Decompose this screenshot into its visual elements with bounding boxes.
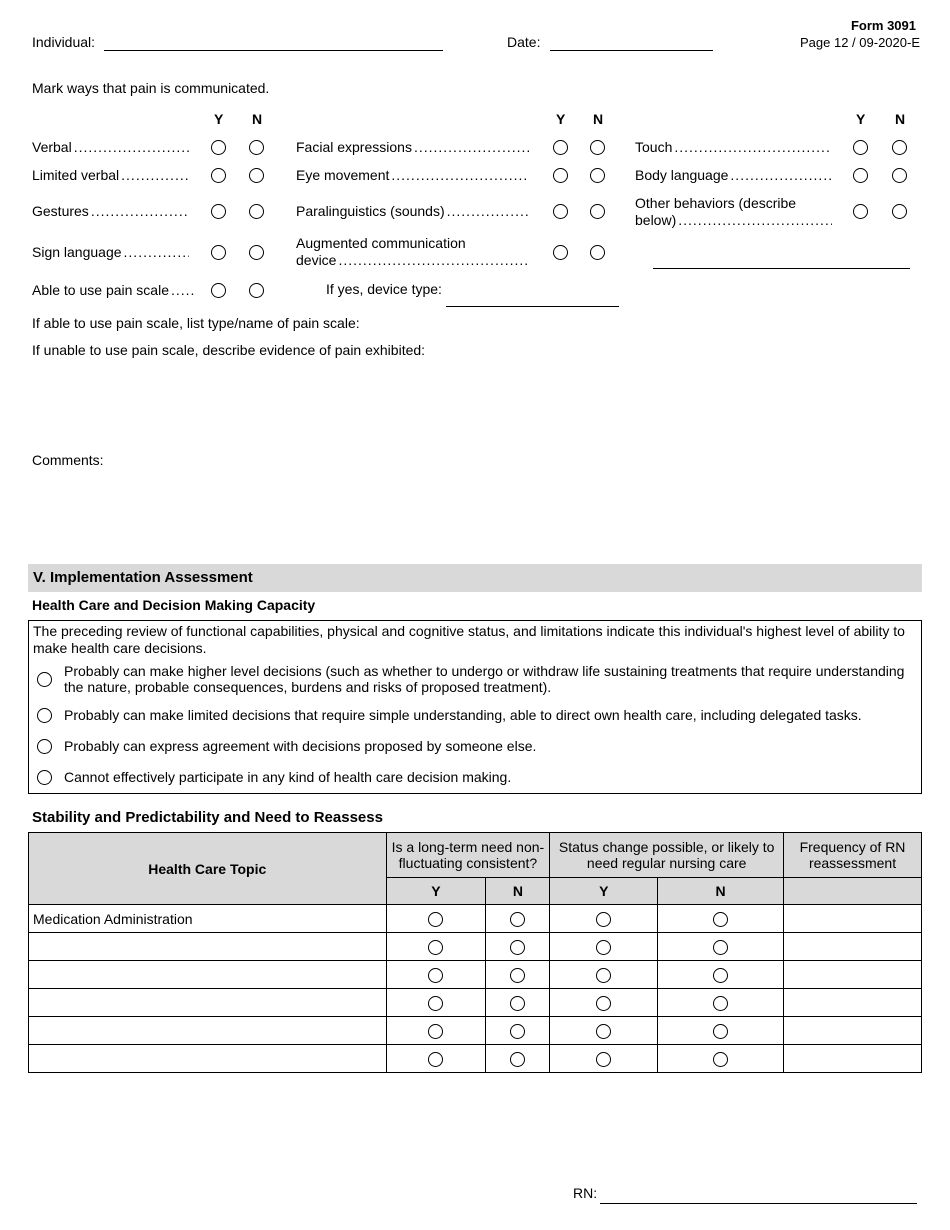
other-no-radio[interactable] — [892, 204, 907, 219]
pain-instruction: Mark ways that pain is communicated. — [32, 80, 270, 96]
table-row — [29, 1017, 922, 1045]
rn-signature-field[interactable] — [600, 1203, 917, 1204]
stability-table — [28, 832, 922, 1073]
touch-yes-radio[interactable] — [853, 140, 868, 155]
frequency-cell[interactable] — [784, 961, 922, 989]
verbal-yes-radio[interactable] — [211, 140, 226, 155]
stability-title: Stability and Predictability and Need to Reassess — [32, 809, 383, 826]
col2-no-header: N — [593, 111, 604, 127]
frequency-cell[interactable] — [784, 1017, 922, 1045]
topic-cell[interactable] — [29, 961, 387, 989]
facial-no-radio[interactable] — [590, 140, 605, 155]
capacity-option-1: Probably can make higher level decisions (such as whether to undergo or withdraw life sustaining treatments that require understanding the nature, probable consequences, burdens and risks of proposed treatment). — [64, 663, 905, 695]
gestures-yes-radio[interactable] — [211, 204, 226, 219]
sign-language-no-radio[interactable] — [249, 245, 264, 260]
frequency-cell[interactable] — [784, 1045, 922, 1073]
col-frequency-sub — [784, 878, 922, 905]
col-status-n: N — [658, 878, 784, 905]
status-no-radio[interactable] — [713, 912, 728, 927]
long-term-yes-radio[interactable] — [428, 996, 443, 1011]
capacity-title: Health Care and Decision Making Capacity — [32, 597, 316, 613]
gestures-no-radio[interactable] — [249, 204, 264, 219]
capacity-option-3-radio[interactable] — [37, 739, 52, 754]
long-term-yes-radio[interactable] — [428, 940, 443, 955]
label-body-language: Body language ..... — [635, 167, 832, 183]
pain-scale-prompt: If able to use pain scale, list type/name of pain scale: — [32, 315, 360, 331]
label-touch: Touch ..... — [635, 139, 832, 155]
label-other-line1: Other behaviors (describe — [635, 195, 797, 211]
augmented-yes-radio[interactable] — [553, 245, 568, 260]
col1-yes-header: Y — [214, 111, 224, 127]
label-eye-movement: Eye movement ..... — [296, 167, 529, 183]
label-augmented-line1: Augmented communication — [296, 235, 466, 251]
capacity-option-3: Probably can express agreement with decisions proposed by someone else. — [64, 738, 537, 754]
long-term-no-radio[interactable] — [510, 940, 525, 955]
rn-label: RN: — [573, 1185, 598, 1201]
capacity-box — [28, 620, 922, 794]
augmented-no-radio[interactable] — [590, 245, 605, 260]
status-no-radio[interactable] — [713, 968, 728, 983]
col-long-term-y: Y — [386, 878, 486, 905]
long-term-no-radio[interactable] — [510, 968, 525, 983]
col-status-y: Y — [550, 878, 658, 905]
table-row — [29, 989, 922, 1017]
status-yes-radio[interactable] — [596, 1024, 611, 1039]
capacity-option-2-radio[interactable] — [37, 708, 52, 723]
topic-cell[interactable] — [29, 1017, 387, 1045]
long-term-no-radio[interactable] — [510, 996, 525, 1011]
long-term-yes-radio[interactable] — [428, 968, 443, 983]
status-no-radio[interactable] — [713, 1024, 728, 1039]
capacity-intro: The preceding review of functional capabilities, physical and cognitive status, and limitations indicate this individual's highest level of ability to make health care decisions. — [33, 623, 905, 656]
individual-label: Individual: — [32, 34, 96, 50]
touch-no-radio[interactable] — [892, 140, 907, 155]
table-row — [29, 961, 922, 989]
long-term-yes-radio[interactable] — [428, 1052, 443, 1067]
section-title: V. Implementation Assessment — [33, 569, 253, 586]
device-type-label: If yes, device type: — [326, 281, 442, 297]
col3-no-header: N — [895, 111, 906, 127]
body-language-yes-radio[interactable] — [853, 168, 868, 183]
label-limited-verbal: Limited verbal ..... — [32, 167, 189, 183]
table-row — [29, 905, 922, 933]
col-long-term: Is a long-term need non-fluctuating consistent? — [386, 833, 550, 878]
form-number: Form 3091 — [850, 18, 916, 33]
date-field[interactable] — [550, 50, 713, 51]
label-sign-language: Sign language ..... — [32, 244, 189, 260]
table-row — [29, 1045, 922, 1073]
date-label: Date: — [507, 34, 541, 50]
capacity-option-2: Probably can make limited decisions that require simple understanding, able to direct own health care, including delegated tasks. — [64, 707, 862, 723]
status-yes-radio[interactable] — [596, 1052, 611, 1067]
capacity-option-4-radio[interactable] — [37, 770, 52, 785]
col-status-change: Status change possible, or likely to need regular nursing care — [550, 833, 784, 878]
other-behaviors-field[interactable] — [653, 268, 910, 269]
pain-scale-yes-radio[interactable] — [211, 283, 226, 298]
paralinguistics-no-radio[interactable] — [590, 204, 605, 219]
status-no-radio[interactable] — [713, 1052, 728, 1067]
status-yes-radio[interactable] — [596, 912, 611, 927]
col3-yes-header: Y — [856, 111, 866, 127]
individual-field[interactable] — [104, 50, 443, 51]
topic-cell[interactable]: Medication Administration — [29, 905, 387, 933]
verbal-no-radio[interactable] — [249, 140, 264, 155]
body-language-no-radio[interactable] — [892, 168, 907, 183]
status-no-radio[interactable] — [713, 996, 728, 1011]
long-term-no-radio[interactable] — [510, 1052, 525, 1067]
label-pain-scale: Able to use pain scale ..... — [32, 282, 195, 298]
other-yes-radio[interactable] — [853, 204, 868, 219]
page-info: Page 12 / 09-2020-E — [800, 35, 920, 50]
frequency-cell[interactable] — [784, 933, 922, 961]
topic-cell[interactable] — [29, 1045, 387, 1073]
label-other-line2: below) ..... — [635, 212, 832, 228]
unable-pain-scale-prompt: If unable to use pain scale, describe evidence of pain exhibited: — [32, 342, 426, 358]
col2-yes-header: Y — [556, 111, 566, 127]
col-frequency: Frequency of RN reassessment — [784, 833, 922, 878]
label-facial-expressions: Facial expressions ..... — [296, 139, 529, 155]
status-yes-radio[interactable] — [596, 940, 611, 955]
eye-yes-radio[interactable] — [553, 168, 568, 183]
label-augmented-line2: device ..... — [296, 252, 529, 268]
pain-scale-no-radio[interactable] — [249, 283, 264, 298]
col-long-term-n: N — [486, 878, 550, 905]
topic-cell[interactable] — [29, 933, 387, 961]
device-type-field[interactable] — [446, 306, 619, 307]
frequency-cell[interactable] — [784, 905, 922, 933]
eye-no-radio[interactable] — [590, 168, 605, 183]
sign-language-yes-radio[interactable] — [211, 245, 226, 260]
facial-yes-radio[interactable] — [553, 140, 568, 155]
status-yes-radio[interactable] — [596, 996, 611, 1011]
long-term-no-radio[interactable] — [510, 912, 525, 927]
label-gestures: Gestures ..... — [32, 203, 189, 219]
long-term-no-radio[interactable] — [510, 1024, 525, 1039]
topic-cell[interactable] — [29, 989, 387, 1017]
table-row — [29, 933, 922, 961]
stability-rows — [29, 905, 922, 1073]
limited-verbal-no-radio[interactable] — [249, 168, 264, 183]
capacity-option-4: Cannot effectively participate in any kind of health care decision making. — [64, 769, 512, 785]
capacity-option-1-radio[interactable] — [37, 672, 52, 687]
col1-no-header: N — [252, 111, 263, 127]
col-health-topic: Health Care Topic — [29, 833, 387, 905]
long-term-yes-radio[interactable] — [428, 912, 443, 927]
limited-verbal-yes-radio[interactable] — [211, 168, 226, 183]
paralinguistics-yes-radio[interactable] — [553, 204, 568, 219]
comments-label: Comments: — [32, 452, 104, 468]
frequency-cell[interactable] — [784, 989, 922, 1017]
label-verbal: Verbal ..... — [32, 139, 189, 155]
status-yes-radio[interactable] — [596, 968, 611, 983]
status-no-radio[interactable] — [713, 940, 728, 955]
label-paralinguistics: Paralinguistics (sounds) ..... — [296, 203, 529, 219]
section-header — [28, 564, 922, 592]
long-term-yes-radio[interactable] — [428, 1024, 443, 1039]
